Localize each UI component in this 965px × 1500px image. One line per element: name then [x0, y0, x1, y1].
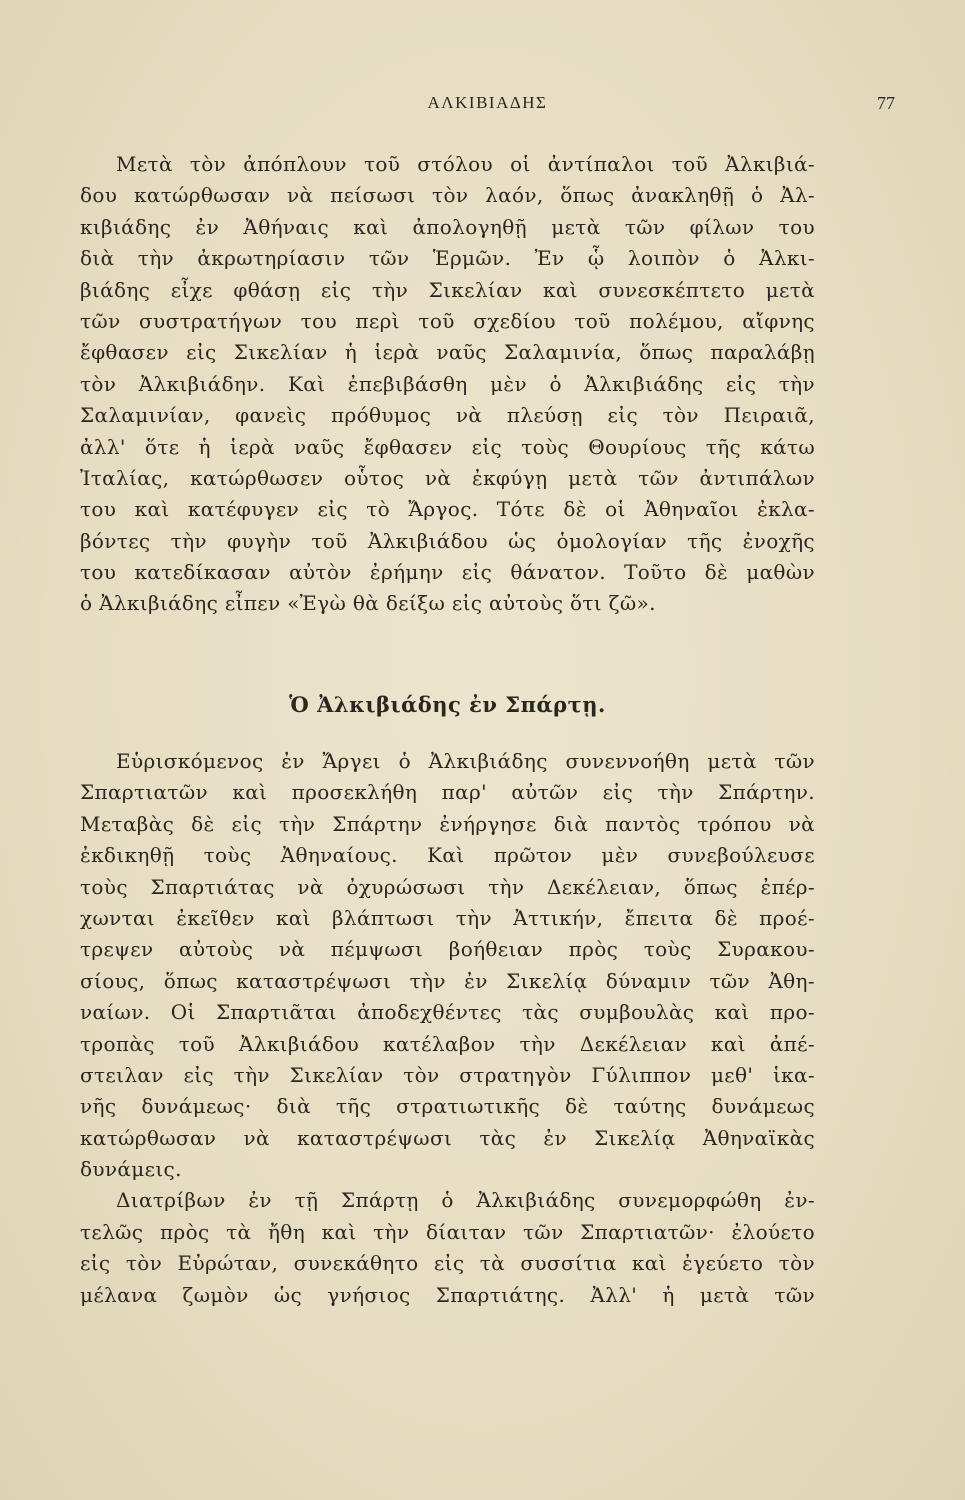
text-line: Διατρίβων ἐν τῇ Σπάρτῃ ὁ Ἀλκιβιάδης συνεμορφώθη ἐν- — [116, 1188, 815, 1213]
text-line: κιβιάδης ἐν Ἀθήναις καὶ ἀπολογηθῇ μετὰ τῶν φίλων του — [80, 214, 815, 239]
text-line: στειλαν εἰς τὴν Σικελίαν τὸν στρατηγὸν Γύλιππον μεθ' ἱκα- — [80, 1062, 815, 1087]
text-line: βιάδης εἶχε φθάσῃ εἰς τὴν Σικελίαν καὶ συνεσκέπτετο μετὰ — [80, 277, 815, 302]
text-line: κατώρθωσαν νὰ καταστρέψωσι τὰς ἐν Σικελίᾳ Ἀθηναϊκὰς — [80, 1125, 815, 1150]
text-line: ναίων. Οἱ Σπαρτιᾶται ἀποδεχθέντες τὰς συμβουλὰς καὶ προ- — [80, 1000, 815, 1025]
text-line: μέλανα ζωμὸν ὡς γνήσιος Σπαρτιάτης. Ἀλλ' ἡ μετὰ τῶν — [80, 1282, 815, 1307]
text-line: σίους, ὅπως καταστρέψωσι τὴν ἐν Σικελίᾳ δύναμιν τῶν Ἀθη- — [80, 968, 815, 993]
text-line: Ἰταλίας, κατώρθωσεν οὗτος νὰ ἐκφύγῃ μετὰ τῶν ἀντιπάλων — [80, 465, 815, 490]
text-line: του καὶ κατέφυγεν εἰς τὸ Ἄργος. Τότε δὲ οἱ Ἀθηναῖοι ἐκλα- — [80, 497, 815, 522]
text-line: τρεψεν αὐτοὺς νὰ πέμψωσι βοήθειαν πρὸς τοὺς Συρακου- — [80, 937, 815, 962]
text-line: ἔφθασεν εἰς Σικελίαν ἡ ἱερὰ ναῦς Σαλαμινία, ὅπως παραλάβῃ — [80, 340, 815, 365]
text-line: τροπὰς τοῦ Ἀλκιβιάδου κατέλαβον τὴν Δεκέλειαν καὶ ἀπέ- — [80, 1031, 815, 1056]
text-line: Εὑρισκόμενος ἐν Ἄργει ὁ Ἀλκιβιάδης συνεννοήθη μετὰ τῶν — [116, 749, 815, 773]
text-line: τὸν Ἀλκιβιάδην. Καὶ ἐπεβιβάσθη μὲν ὁ Ἀλκιβιάδης εἰς τὴν — [80, 371, 815, 396]
text-line: τοὺς Σπαρτιάτας νὰ ὀχυρώσωσι τὴν Δεκέλειαν, ὅπως ἐπέρ- — [80, 874, 815, 899]
text-line: Μετὰ τὸν ἀπόπλουν τοῦ στόλου οἱ ἀντίπαλοι τοῦ Ἀλκιβιά- — [116, 152, 815, 176]
text-line: ἐκδικηθῇ τοὺς Ἀθηναίους. Καὶ πρῶτον μὲν συνεβούλευσε — [80, 843, 815, 868]
text-line: ἀλλ' ὅτε ἡ ἱερὰ ναῦς ἔφθασεν εἰς τοὺς Θουρίους τῆς κάτω — [80, 434, 815, 459]
running-header — [80, 93, 895, 119]
text-line: Σαλαμινίαν, φανεὶς πρόθυμος νὰ πλεύσῃ εἰς τὸν Πειραιᾶ, — [80, 403, 815, 428]
text-line: δου κατώρθωσαν νὰ πείσωσι τὸν λαόν, ὅπως ἀνακληθῇ ὁ Ἀλ- — [80, 183, 815, 208]
text-line: βόντες τὴν φυγὴν τοῦ Ἀλκιβιάδου ὡς ὁμολογίαν τῆς ἐνοχῆς — [80, 528, 815, 553]
paragraph-1 — [80, 149, 815, 620]
text-line: χωνται ἐκεῖθεν καὶ βλάπτωσι τὴν Ἀττικήν, ἔπειτα δὲ προέ- — [80, 905, 815, 930]
text-line: τῶν συστρατήγων του περὶ τοῦ σχεδίου τοῦ πολέμου, αἴφνης — [80, 308, 815, 333]
page-number: 77 — [877, 93, 895, 113]
text-line: του κατεδίκασαν αὐτὸν ἐρήμην εἰς θάνατον. Τοῦτο δὲ μαθὼν — [80, 560, 815, 585]
paragraph-2 — [80, 746, 815, 1311]
text-line: δυνάμεις. — [80, 1157, 182, 1182]
text-line: Σπαρτιατῶν καὶ προσεκλήθη παρ' αὐτῶν εἰς τὴν Σπάρτην. — [80, 780, 815, 805]
text-line: εἰς τὸν Εὐρώταν, συνεκάθητο εἰς τὰ συσσίτια καὶ ἐγεύετο τὸν — [80, 1251, 815, 1276]
running-title: ΑΛΚΙΒΙΑΔΗΣ — [427, 93, 548, 112]
text-line: νῆς δυνάμεως· διὰ τῆς στρατιωτικῆς δὲ ταύτης δυνάμεως — [80, 1094, 815, 1119]
text-line: διὰ τὴν ἀκρωτηρίασιν τῶν Ἑρμῶν. Ἐν ᾧ λοιπὸν ὁ Ἀλκι- — [80, 246, 815, 271]
text-line: τελῶς πρὸς τὰ ἤθη καὶ τὴν δίαιταν τῶν Σπαρτιατῶν· ἐλούετο — [80, 1219, 815, 1244]
section-heading: Ὁ Ἀλκιβιάδης ἐν Σπάρτῃ. — [289, 692, 606, 717]
text-line: ὁ Ἀλκιβιάδης εἶπεν «Ἐγὼ θὰ δείξω εἰς αὐτοὺς ὅτι ζῶ». — [80, 591, 656, 616]
text-line: Μεταβὰς δὲ εἰς τὴν Σπάρτην ἐνήργησε διὰ παντὸς τρόπου νὰ — [80, 811, 815, 836]
